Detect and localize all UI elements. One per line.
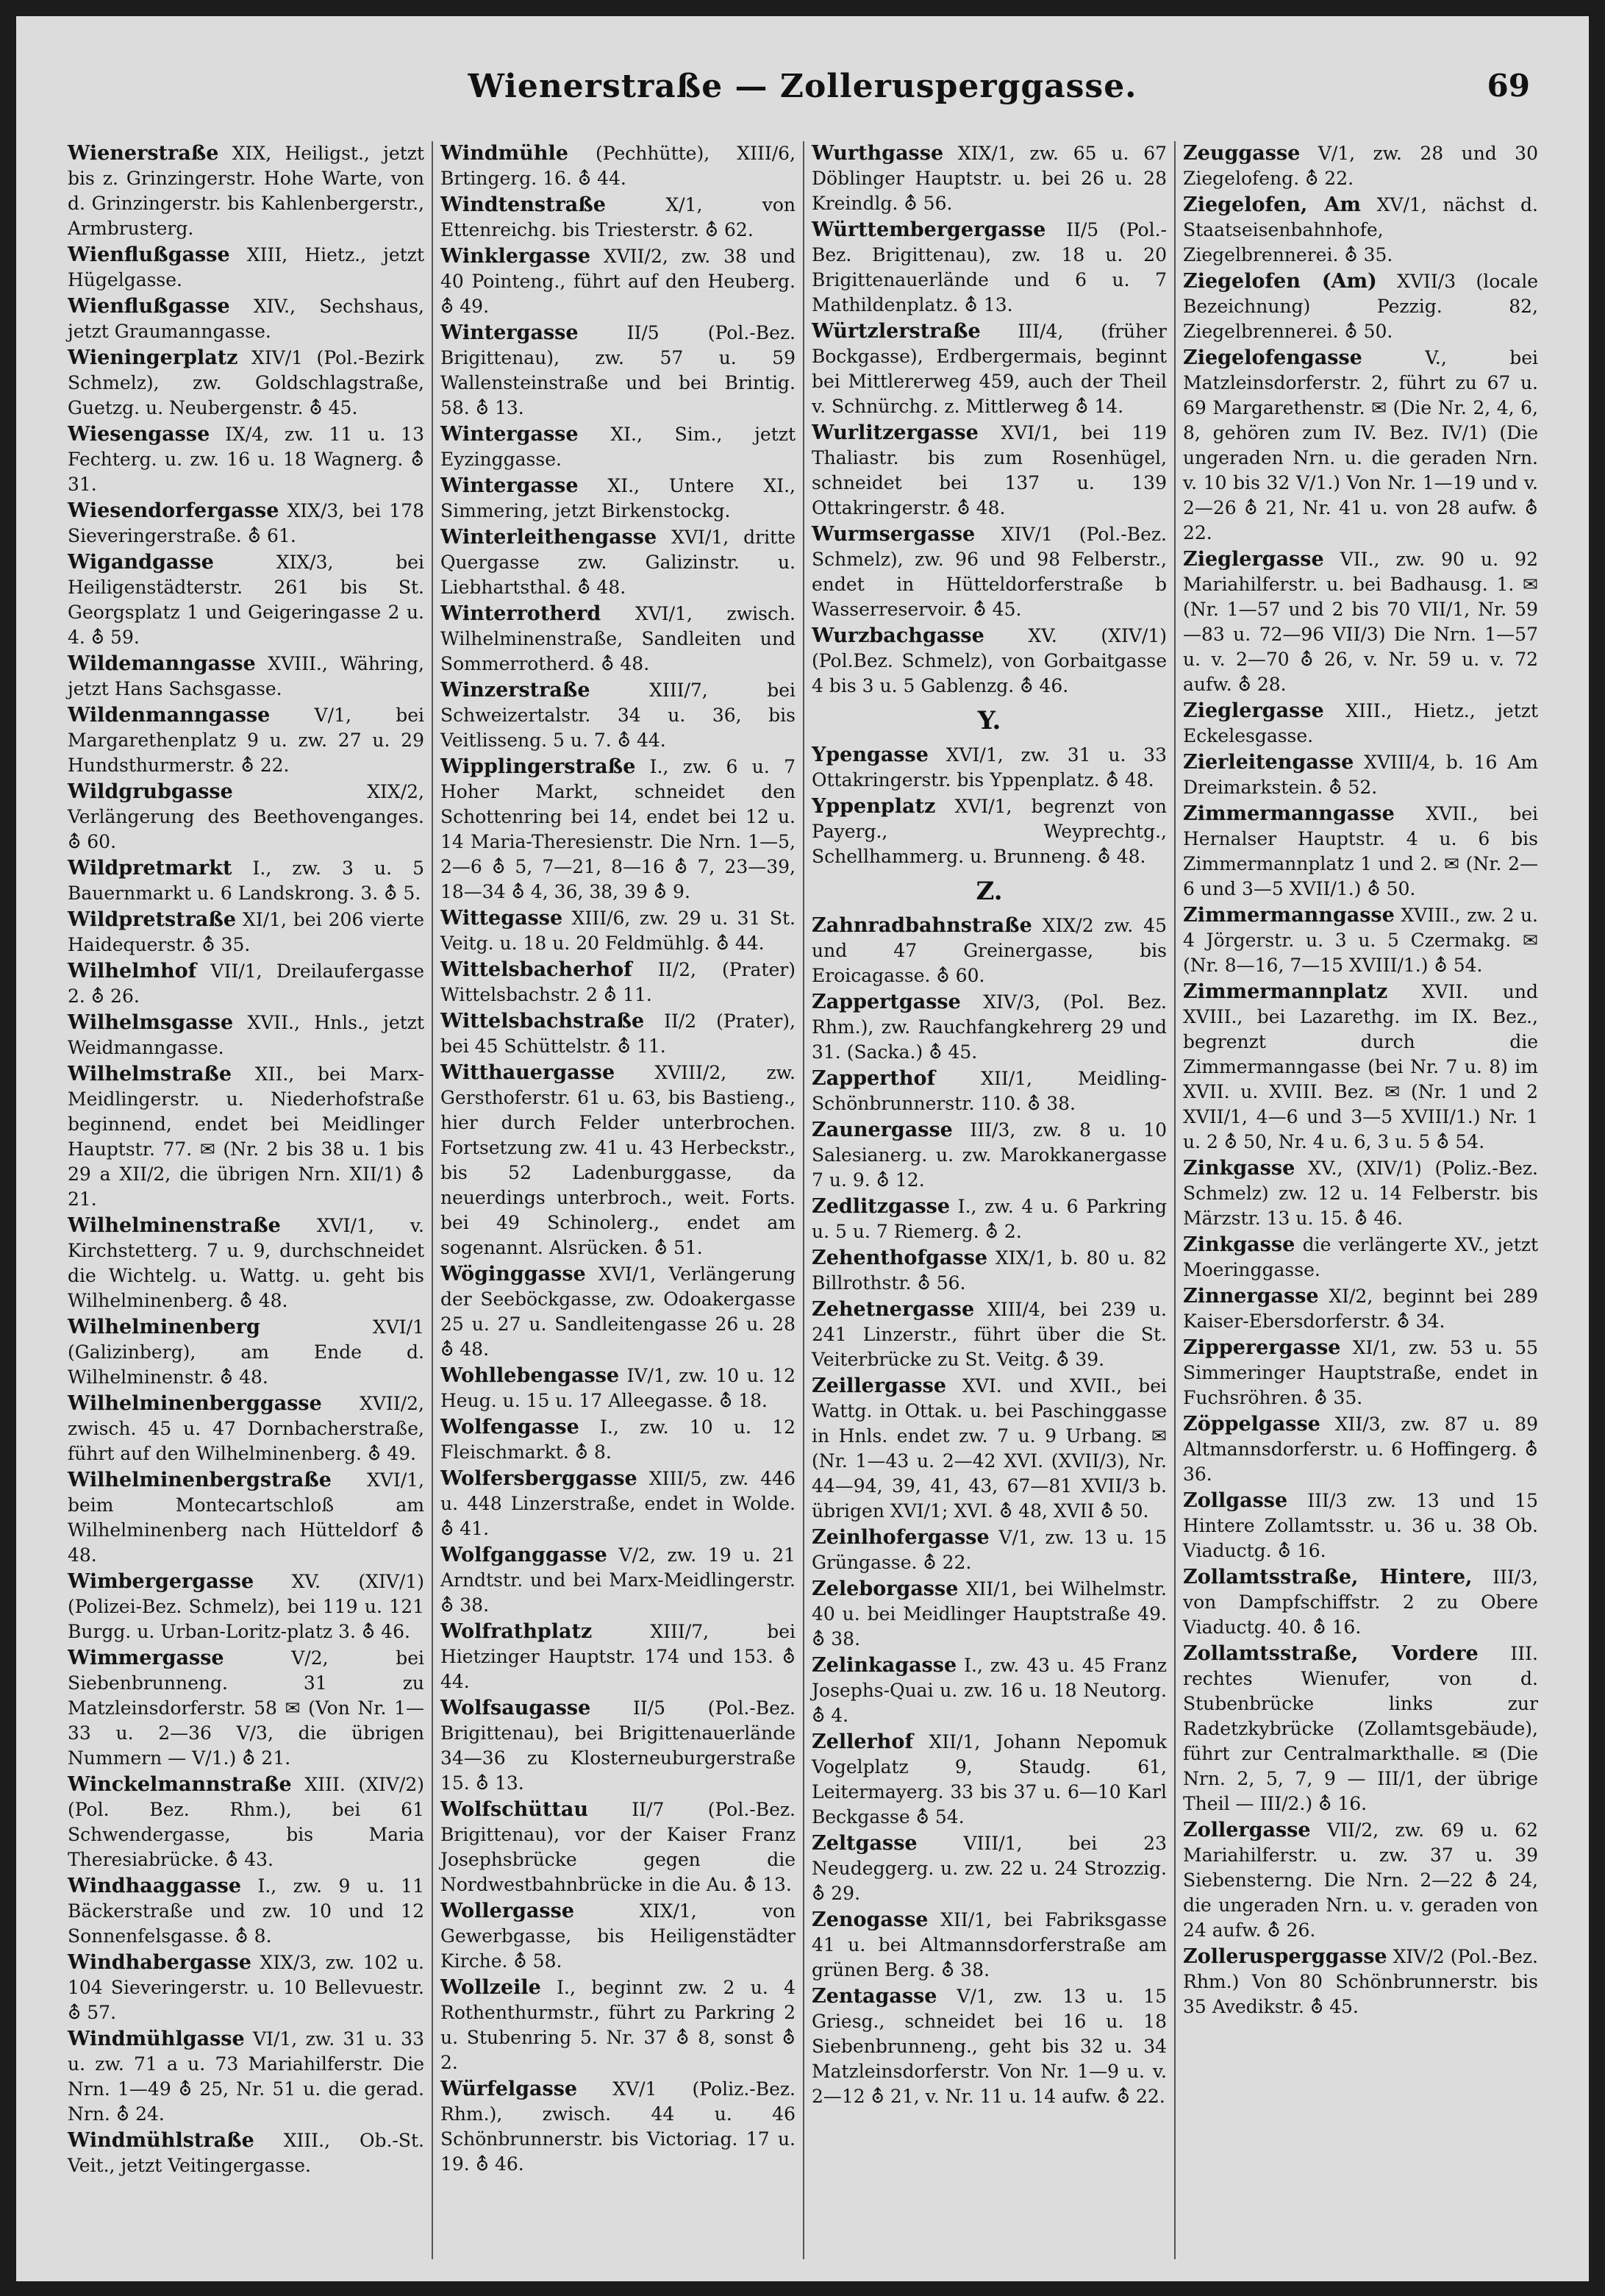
street-description: XVII/3 (locale Bezeichnung) Pezzig. 82, Ziegelbrennerei. ⛢ 50. (1183, 271, 1538, 342)
street-entry (440, 1975, 796, 2075)
street-name: Wilhelminenberggasse (68, 1392, 322, 1415)
street-description: X/1, von Ettenreichg. bis Triesterstr. ⛢ 62. (440, 194, 796, 240)
street-entry (812, 522, 1167, 622)
column-2 (432, 141, 803, 2259)
street-name: Zeuggasse (1183, 142, 1301, 165)
street-name: Wigandgasse (68, 551, 214, 574)
street-name: Ziegelofen, Am (1183, 193, 1361, 216)
street-description: XVIII/2, zw. Gersthoferstr. 61 u. 63, bis Bastieng., hier durch Felder unterbrochen. Fortsetzung zw. 41 u. 43 Herbeckstr., bis 52 Ladenburggasse, da neuerdings unterbroch., weit. Forts. bei 49 Schinolerg., endet am sogenannt. Alsrücken. ⛢ 51. (440, 1062, 796, 1258)
street-description: V/1, zw. 28 und 30 Ziegelofeng. ⛢ 22. (1183, 143, 1538, 189)
street-name: Wurlitzergasse (812, 421, 979, 444)
street-description: II/5 (Pol.-Bez. Brigittenau), zw. 18 u. 20 Brigittenauerlände und 6 u. 7 Mathildenplatz. ⛢ 13. (812, 219, 1167, 315)
street-entry (1183, 1944, 1538, 2019)
street-entry (440, 422, 796, 472)
street-name: Zieglergasse (1183, 548, 1324, 571)
street-name: Winterrotherd (440, 602, 601, 625)
street-entry (812, 913, 1167, 988)
street-description: XIX/3, bei 178 Sieveringerstraße. ⛢ 61. (68, 500, 424, 546)
section-letter: Y. (977, 706, 1001, 735)
page-title: Wienerstraße — Zollerusperggasse. (468, 68, 1137, 105)
street-entry (812, 1525, 1167, 1575)
street-entry (440, 244, 796, 319)
street-entry (1183, 141, 1538, 191)
street-description: XIX/2, Verlängerung des Beethovenganges. ⛢ 60. (68, 781, 424, 852)
street-entry (812, 624, 1167, 699)
street-name: Wipplingerstraße (440, 755, 636, 778)
street-name: Witthauergasse (440, 1061, 615, 1084)
column-4 (1174, 141, 1545, 2259)
street-description: XI., Untere XI., Simmering, jetzt Birkenstockg. (440, 475, 796, 521)
street-entry (440, 1899, 796, 1974)
street-name: Winklergasse (440, 245, 591, 268)
street-name: Zollamtsstraße, Vordere (1183, 1642, 1479, 1665)
street-entry (440, 602, 796, 677)
street-description: XV., (XIV/1) (Poliz.-Bez. Schmelz) zw. 12 u. 14 Felberstr. bis Märzstr. 13 u. 15. ⛢ 46. (1183, 1158, 1538, 1229)
street-name: Wolfganggasse (440, 1544, 607, 1566)
street-entry (440, 321, 796, 421)
street-entry (440, 1009, 796, 1059)
street-entry (440, 1696, 796, 1796)
street-description: XIV/1 (Pol.-Bezirk Schmelz), zw. Goldschlagstraße, Guetzg. u. Neubergenstr. ⛢ 45. (68, 347, 424, 418)
street-description: XIII, Hietz., jetzt Hügelgasse. (68, 244, 424, 290)
street-description: III/4, (früher Bockgasse), Erdbergermais, beginnt bei Mittlererweg 459, auch der Theil v. Schnürchg. z. Mittlerweg ⛢ 14. (812, 321, 1167, 417)
street-entry (68, 294, 424, 344)
street-name: Wurthgasse (812, 142, 944, 165)
street-name: Ziegelofen (Am) (1183, 270, 1377, 293)
street-description: I., zw. 43 u. 45 Franz Josephs-Quai u. zw. 16 u. 18 Neutorg. ⛢ 4. (812, 1655, 1167, 1726)
street-name: Winckelmannstraße (68, 1773, 292, 1796)
street-name: Zehenthofgasse (812, 1247, 988, 1269)
street-name: Windhaaggasse (68, 1875, 242, 1897)
street-description: XIII/7, bei Hietzinger Hauptstr. 174 und 153. ⛢ 44. (440, 1621, 796, 1692)
street-name: Wolfrathplatz (440, 1620, 593, 1643)
street-entry (1183, 980, 1538, 1155)
street-name: Yppenplatz (812, 795, 936, 818)
street-description: XII., bei Marx-Meidlingerstr. u. Niederhofstraße beginnend, endet bei Meidlinger Hauptstr. 77. ✉ (Nr. 2 bis 38 u. 1 bis 29 a XII/2, die übrigen Nrn. XII/1) ⛢ 21. (68, 1063, 424, 1210)
street-name: Zollerusperggasse (1183, 1945, 1387, 1968)
street-description: XI/1, bei 206 vierte Haidequerstr. ⛢ 35. (68, 909, 424, 955)
street-entry (440, 1543, 796, 1618)
street-name: Zaunergasse (812, 1119, 953, 1141)
street-name: Zellerhof (812, 1730, 914, 1753)
street-name: Zeillergasse (812, 1375, 947, 1397)
street-name: Zentagasse (812, 1985, 937, 2008)
street-entry (440, 1363, 796, 1413)
street-description: XII/1, Meidling-Schönbrunnerstr. 110. ⛢ 38. (812, 1068, 1167, 1114)
street-description: III/3 zw. 13 und 15 Hintere Zollamtsstr. u. 36 u. 38 Ob. Viaductg. ⛢ 16. (1183, 1490, 1538, 1561)
street-entry (68, 422, 424, 497)
street-entry (68, 1010, 424, 1060)
street-description: VII/2, zw. 69 u. 62 Mariahilferstr. u. zw. 37 u. 39 Siebensterng. Die Nrn. 2—22 ⛢ 24, die ungeraden Nrn. u. v. geraden von 24 aufw. ⛢ 26. (1183, 1819, 1538, 1941)
street-description: XIX/1, zw. 65 u. 67 Döblinger Hauptstr. u. bei 26 u. 28 Kreindlg. ⛢ 56. (812, 143, 1167, 214)
street-description: V/1, zw. 13 u. 15 Grüngasse. ⛢ 22. (812, 1527, 1167, 1573)
street-description: VIII/1, bei 23 Neudeggerg. u. zw. 22 u. 24 Strozzig. ⛢ 29. (812, 1833, 1167, 1904)
street-entry (440, 678, 796, 753)
street-name: Wolfschüttau (440, 1798, 588, 1821)
street-description: XV. (XIV/1) (Polizei-Bez. Schmelz), bei 119 u. 121 Burgg. u. Urban-Loritz-platz 3. ⛢ 46. (68, 1571, 424, 1642)
street-entry (440, 141, 796, 191)
street-description: XIII/4, bei 239 u. 241 Linzerstr., führt über die St. Veiterbrücke zu St. Veitg. ⛢ 39. (812, 1299, 1167, 1370)
street-name: Zenogasse (812, 1908, 929, 1931)
street-entry (440, 525, 796, 600)
street-description: XIII., Ob.-St. Veit., jetzt Veitingergasse. (68, 2130, 424, 2176)
street-entry (812, 1297, 1167, 1372)
street-entry (68, 1874, 424, 1949)
street-name: Wolfengasse (440, 1416, 579, 1438)
street-name: Wintergasse (440, 321, 579, 344)
street-name: Zimmermanngasse (1183, 802, 1395, 825)
street-description: XII/1, bei Wilhelmstr. 40 u. bei Meidlinger Hauptstraße 49. ⛢ 38. (812, 1578, 1167, 1650)
street-description: XIX/2 zw. 45 und 47 Greinergasse, bis Eroicagasse. ⛢ 60. (812, 915, 1167, 986)
street-name: Zeleborgasse (812, 1577, 959, 1600)
street-entry (1183, 1489, 1538, 1564)
street-name: Wurzbachgasse (812, 624, 984, 647)
street-name: Wintergasse (440, 423, 579, 446)
street-description: XVI/1, dritte Quergasse zw. Galizinstr. u. Liebhartsthal. ⛢ 48. (440, 527, 796, 598)
street-name: Wittegasse (440, 907, 563, 930)
street-name: Zeltgasse (812, 1832, 918, 1855)
street-name: Zinkgasse (1183, 1157, 1295, 1180)
street-name: Wolfersberggasse (440, 1467, 637, 1490)
street-description: XVI/1, Verlängerung der Seeböckgasse, zw. Odoakergasse 25 u. 27 u. Sandleitengasse 26 u. 28 ⛢ 48. (440, 1263, 796, 1360)
street-name: Wimmergasse (68, 1647, 224, 1669)
street-description: XVII/2, zwisch. 45 u. 47 Dornbacherstraße, führt auf den Wilhelminenberg. ⛢ 49. (68, 1393, 424, 1464)
street-description: V/2, bei Siebenbrunneng. 31 zu Matzleinsdorferstr. 58 ✉ (Von Nr. 1—33 u. 2—36 V/3, die übrigen Nummern — V/1.) ⛢ 21. (68, 1647, 424, 1769)
street-name: Wienflußgasse (68, 243, 230, 266)
street-description: XII/1, bei Fabriksgasse 41 u. bei Altmannsdorferstraße am grünen Berg. ⛢ 38. (812, 1909, 1167, 1981)
street-entry (812, 1577, 1167, 1652)
street-entry (440, 1060, 796, 1261)
street-name: Wollergasse (440, 1900, 574, 1922)
street-name: Wilhelmsgasse (68, 1011, 234, 1034)
street-name: Wittelsbachstraße (440, 1010, 645, 1033)
street-description: XIV/3, (Pol. Bez. Rhm.), zw. Rauchfangkehrerg 29 und 31. (Sacka.) ⛢ 45. (812, 991, 1167, 1063)
street-name: Wildemanngasse (68, 652, 256, 675)
street-description: II/5 (Pol.-Bez. Brigittenau), zw. 57 u. 59 Wallensteinstraße und bei Brintig. 58. ⛢ 13. (440, 322, 796, 418)
street-entry (68, 1772, 424, 1872)
street-name: Wimbergergasse (68, 1570, 254, 1593)
street-description: XIX/3, zw. 102 u. 104 Sieveringerstr. u. 10 Bellevuestr. ⛢ 57. (68, 1952, 424, 2023)
street-name: Zappertgasse (812, 991, 961, 1013)
street-entry (68, 141, 424, 241)
column-1 (60, 141, 432, 2259)
street-description: XIII. (XIV/2) (Pol. Bez. Rhm.), bei 61 Schwendergasse, bis Maria Theresiabrücke. ⛢ 43. (68, 1774, 424, 1870)
street-description: IV/1, zw. 10 u. 12 Heug. u. 15 u. 17 Alleegasse. ⛢ 18. (440, 1365, 796, 1411)
street-entry (812, 1984, 1167, 2109)
street-description: VII., zw. 90 u. 92 Mariahilferstr. u. bei Badhausg. 1. ✉ (Nr. 1—57 und 2 bis 70 VII/1, Nr. 59—83 u. 72—96 VII/3) Die Nrn. 1—57 u. v. 2—70 ⛢ 26, v. Nr. 59 u. v. 72 aufw. ⛢ 28. (1183, 549, 1538, 695)
street-description: I., zw. 6 u. 7 Hoher Markt, schneidet den Schottenring bei 14, endet bei 12 u. 14 Maria-Theresienstr. Die Nrn. 1—5, 2—6 ⛢ 5, 7—21, 8—16 ⛢ 7, 23—39, 18—34 ⛢ 4, 36, 38, 39 ⛢ 9. (440, 756, 796, 902)
street-description: XVI/1, beim Montecartschloß am Wilhelminenberg nach Hütteldorf ⛢ 48. (68, 1469, 424, 1566)
street-name: Windmühle (440, 142, 568, 165)
street-entry (440, 755, 796, 905)
street-entry (68, 1062, 424, 1212)
street-name: Wolfsaugasse (440, 1697, 591, 1719)
street-entry (1183, 269, 1538, 344)
street-entry (1183, 1565, 1538, 1640)
street-entry (440, 193, 796, 243)
street-entry (812, 319, 1167, 419)
street-name: Wienerstraße (68, 142, 219, 165)
street-entry (68, 908, 424, 958)
street-entry (1183, 547, 1538, 697)
street-name: Wurmsergasse (812, 523, 976, 546)
street-entry (440, 958, 796, 1008)
street-entry (812, 141, 1167, 216)
street-name: Wintergasse (440, 474, 579, 497)
street-entry (68, 550, 424, 650)
street-name: Winterleithengasse (440, 526, 657, 549)
street-entry (68, 652, 424, 702)
street-description: XVI/1, zw. 31 u. 33 Ottakringerstr. bis Yppenplatz. ⛢ 48. (812, 744, 1167, 791)
street-description: XVI/1 (Galizinberg), am Ende d. Wilhelminenstr. ⛢ 48. (68, 1316, 424, 1388)
street-description: III/3, zw. 8 u. 10 Salesianerg. u. zw. Marokkanergasse 7 u. 9. ⛢ 12. (812, 1119, 1167, 1191)
street-name: Zieglergasse (1183, 699, 1324, 722)
street-name: Windmühlgasse (68, 2028, 245, 2050)
street-name: Wilhelmstraße (68, 1063, 232, 1085)
street-description: XVI/1, bei 119 Thaliastr. bis zum Rosenhügel, schneidet bei 137 u. 139 Ottakringerstr. ⛢ 48. (812, 422, 1167, 518)
street-name: Zinnergasse (1183, 1285, 1319, 1308)
street-entry (68, 1213, 424, 1313)
street-entry (1183, 750, 1538, 800)
street-name: Wiesendorfergasse (68, 499, 279, 522)
street-name: Wilhelminenbergstraße (68, 1469, 332, 1491)
street-entry (812, 1374, 1167, 1524)
street-description: XII/1, Johann Nepomuk Vogelplatz 9, Staudg. 61, Leitermayerg. 33 bis 37 u. 6—10 Karl Beckgasse ⛢ 54. (812, 1731, 1167, 1828)
street-name: Winzerstraße (440, 679, 590, 702)
street-entry (68, 1950, 424, 2025)
street-description: V/1, bei Margarethenplatz 9 u. zw. 27 u. 29 Hundsthurmerstr. ⛢ 22. (68, 705, 424, 776)
street-description: XVII., bei Hernalser Hauptstr. 4 u. 6 bis Zimmermannplatz 1 und 2. ✉ (Nr. 2—6 und 3—5 XVII/1.) ⛢ 50. (1183, 803, 1538, 899)
street-name: Wienflußgasse (68, 295, 230, 318)
street-name: Wohllebengasse (440, 1364, 620, 1387)
street-entry (440, 906, 796, 956)
directory-page (16, 16, 1589, 2281)
street-entry (68, 1391, 424, 1466)
street-entry (812, 1908, 1167, 1983)
street-entry (440, 1466, 796, 1541)
street-entry (812, 990, 1167, 1065)
street-description: (Pechhütte), XIII/6, Brtingerg. 16. ⛢ 44. (440, 143, 796, 189)
street-name: Zimmermannplatz (1183, 980, 1388, 1003)
street-name: Würtzlerstraße (812, 320, 981, 343)
street-entry (1183, 1641, 1538, 1817)
section-letter: Z. (976, 877, 1003, 906)
street-description: V., bei Matzleinsdorferstr. 2, führt zu 67 u. 69 Margarethenstr. ✉ (Die Nr. 2, 4, 6, 8, gehören zum IV. Bez. IV/1) (Die ungeraden Nrn. u. die geraden Nrn. v. 10 bis 32 V/1.) Von Nr. 1—19 und v. 2—26 ⛢ 21, Nr. 41 u. von 28 aufw. ⛢ 22. (1183, 347, 1538, 543)
street-name: Wöginggasse (440, 1263, 586, 1286)
street-description: III. rechtes Wienufer, von d. Stubenbrücke links zur Radetzkybrücke (Zollamtsgebäude), führt zur Centralmarkthalle. ✉ (Die Nrn. 2, 5, 7, 9 — III/1, der übrige Theil — III/2.) ⛢ 16. (1183, 1643, 1538, 1814)
street-name: Wildpretstraße (68, 908, 237, 931)
street-entry (1183, 1233, 1538, 1283)
street-entry (1183, 1412, 1538, 1487)
street-description: VII/1, Dreilaufergasse 2. ⛢ 26. (68, 960, 424, 1007)
street-description: XIV/1 (Pol.-Bez. Schmelz), zw. 96 und 98 Felberstr., endet in Hütteldorferstraße b Wasserreservoir. ⛢ 45. (812, 524, 1167, 620)
street-entry (812, 1118, 1167, 1193)
street-entry (1183, 1284, 1538, 1334)
street-description: VI/1, zw. 31 u. 33 u. zw. 71 a u. 73 Mariahilferstr. Die Nrn. 1—49 ⛢ 25, Nr. 51 u. die gerad. Nrn. ⛢ 24. (68, 2028, 424, 2125)
street-entry (68, 2128, 424, 2178)
street-name: Zedlitzgasse (812, 1195, 951, 1218)
street-entry (68, 2027, 424, 2127)
street-description: I., zw. 3 u. 5 Bauernmarkt u. 6 Landskrong. 3. ⛢ 5. (68, 858, 424, 904)
street-name: Zollgasse (1183, 1489, 1288, 1512)
street-description: XIII/5, zw. 446 u. 448 Linzerstraße, endet in Wolde. ⛢ 41. (440, 1468, 796, 1539)
street-description: XIX/1, von Gewerbgasse, bis Heiligenstädter Kirche. ⛢ 58. (440, 1900, 796, 1972)
street-description: XVII. und XVIII., bei Lazarethg. im IX. Bez., begrenzt durch die Zimmermanngasse (bei Nr. 7 u. 8) im XVII. u. XVIII. Bez. ✉ (Nr. 1 und 2 XVII/1, 4—6 und 3—5 XVIII/1.) Nr. 1 u. 2 ⛢ 50, Nr. 4 u. 6, 3 u. 5 ⛢ 54. (1183, 981, 1538, 1152)
street-name: Zinkgasse (1183, 1233, 1295, 1256)
street-description: XIII., Hietz., jetzt Eckelesgasse. (1183, 700, 1538, 746)
street-description: II/2 (Prater), bei 45 Schüttelstr. ⛢ 11. (440, 1010, 796, 1057)
street-entry (68, 780, 424, 855)
street-name: Wiesengasse (68, 423, 210, 446)
street-description: XVIII., zw. 2 u. 4 Jörgerstr. u. 3 u. 5 Czermakg. ✉ (Nr. 8—16, 7—15 XVIII/1.) ⛢ 54. (1183, 905, 1538, 976)
street-entry (1183, 699, 1538, 749)
street-name: Zelinkagasse (812, 1654, 957, 1677)
street-description: V/1, zw. 13 u. 15 Griesg., schneidet bei 16 u. 18 Siebenbrunneng., geht bis 32 u. 34 Matzleinsdorferstr. Von Nr. 1—9 u. v. 2—12 ⛢ 21, v. Nr. 11 u. 14 aufw. ⛢ 22. (812, 1986, 1167, 2107)
street-name: Wildenmanngasse (68, 704, 271, 727)
street-entry (440, 1619, 796, 1694)
street-description: XIV., Sechshaus, jetzt Graumanngasse. (68, 296, 424, 342)
street-description: die verlängerte XV., jetzt Moeringgasse. (1183, 1234, 1538, 1280)
street-description: IX/4, zw. 11 u. 13 Fechterg. u. zw. 16 u. 18 Wagnerg. ⛢ 31. (68, 424, 424, 495)
street-description: I., zw. 9 u. 11 Bäckerstraße und zw. 10 und 12 Sonnenfelsgasse. ⛢ 8. (68, 1875, 424, 1947)
column-3 (803, 141, 1174, 2259)
street-name: Windhabergasse (68, 1951, 251, 1974)
street-name: Zollamtsstraße, Hintere, (1183, 1566, 1473, 1589)
street-description: XVI/1, begrenzt von Payerg., Weyprechtg., Schellhammerg. u. Brunneng. ⛢ 48. (812, 796, 1167, 867)
street-entry (812, 743, 1167, 793)
street-entry (812, 1730, 1167, 1830)
street-name: Zöppelgasse (1183, 1413, 1320, 1436)
street-entry (440, 1262, 796, 1362)
street-description: XVIII/4, b. 16 Am Dreimarkstein. ⛢ 52. (1183, 752, 1538, 798)
street-name: Württembergergasse (812, 218, 1046, 241)
street-description: XIX, Heiligst., jetzt bis z. Grinzingerstr. Hohe Warte, von d. Grinzingerstr. bis Kahlenbergerstr., Armbrusterg. (68, 143, 424, 239)
street-description: XI., Sim., jetzt Eyzinggasse. (440, 424, 796, 470)
street-entry (812, 1194, 1167, 1244)
street-name: Wittelsbacherhof (440, 958, 632, 981)
street-description: XIII/7, bei Schweizertalstr. 34 u. 36, bis Veitlisseng. 5 u. 7. ⛢ 44. (440, 680, 796, 751)
street-name: Zierleitengasse (1183, 751, 1354, 774)
street-entry (1183, 802, 1538, 902)
street-name: Wilhelminenberg (68, 1316, 260, 1338)
street-entry (68, 1569, 424, 1644)
street-entry (440, 474, 796, 524)
street-name: Wildgrubgasse (68, 780, 233, 803)
street-description: I., zw. 10 u. 12 Fleischmarkt. ⛢ 8. (440, 1416, 796, 1463)
street-description: XVIII., Währing, jetzt Hans Sachsgasse. (68, 653, 424, 699)
street-description: XIII/6, zw. 29 u. 31 St. Veitg. u. 18 u. 20 Feldmühlg. ⛢ 44. (440, 908, 796, 954)
street-entry (812, 1831, 1167, 1906)
street-entry (812, 1653, 1167, 1728)
street-entry (1183, 193, 1538, 268)
street-entry (1183, 1156, 1538, 1231)
street-name: Windtenstraße (440, 193, 606, 216)
street-name: Zapperthof (812, 1067, 936, 1090)
street-name: Würfelgasse (440, 2078, 578, 2100)
street-description: XIX/3, bei Heiligenstädterstr. 261 bis St. Georgsplatz 1 und Geigeringasse 2 u. 4. ⛢ 59. (68, 552, 424, 648)
street-description: XVII., Hnls., jetzt Weidmanngasse. (68, 1012, 424, 1058)
street-entry (1183, 903, 1538, 978)
street-description: XV. (XIV/1) (Pol.Bez. Schmelz), von Gorbaitgasse 4 bis 3 u. 5 Gablenzg. ⛢ 46. (812, 625, 1167, 696)
street-description: XVI/1, v. Kirchstetterg. 7 u. 9, durchschneidet die Wichtelg. u. Wattg. u. geht bis Wilhelminenberg. ⛢ 48. (68, 1215, 424, 1311)
street-name: Ziegelofengasse (1183, 346, 1362, 369)
street-name: Wilhelmhof (68, 960, 197, 983)
street-entry (812, 218, 1167, 318)
street-name: Zeinlhofergasse (812, 1526, 990, 1549)
street-name: Wieningerplatz (68, 346, 238, 369)
street-entry (68, 499, 424, 549)
street-entry (812, 421, 1167, 521)
street-entry (68, 959, 424, 1009)
street-description: XV/1, nächst d. Staatseisenbahnhofe, Ziegelbrennerei. ⛢ 35. (1183, 194, 1538, 265)
street-entry (68, 346, 424, 421)
street-name: Zimmermanngasse (1183, 904, 1395, 927)
street-entry (1183, 1818, 1538, 1943)
street-entry (68, 1315, 424, 1390)
street-description: XVI/1, zwisch. Wilhelminenstraße, Sandleiten und Sommerrotherd. ⛢ 48. (440, 603, 796, 674)
street-description: I., beginnt zw. 2 u. 4 Rothenthurmstr., führt zu Parkring 2 u. Stubenring 5. Nr. 37 ⛢ 8, sonst ⛢ 2. (440, 1977, 796, 2073)
street-name: Zollergasse (1183, 1819, 1311, 1842)
street-entry (68, 243, 424, 293)
street-entry (812, 794, 1167, 869)
street-description: II/2, (Prater) Wittelsbachstr. 2 ⛢ 11. (440, 959, 796, 1005)
street-name: Wilhelminenstraße (68, 1214, 281, 1237)
street-entry (440, 1797, 796, 1897)
street-description: XVII/2, zw. 38 und 40 Pointeng., führt auf den Heuberg. ⛢ 49. (440, 246, 796, 317)
page-header (16, 68, 1589, 126)
page-number: 69 (1487, 68, 1530, 104)
street-entry (812, 1246, 1167, 1296)
street-columns (60, 141, 1545, 2259)
street-name: Zahnradbahnstraße (812, 914, 1032, 937)
street-name: Windmühlstraße (68, 2129, 254, 2152)
street-description: V/2, zw. 19 u. 21 Arndtstr. und bei Marx-Meidlingerstr. ⛢ 38. (440, 1544, 796, 1616)
street-name: Ypengasse (812, 744, 929, 766)
street-entry (440, 1415, 796, 1465)
street-description: XIV/2 (Pol.-Bez. Rhm.) Von 80 Schönbrunnerstr. bis 35 Avedikstr. ⛢ 45. (1183, 1946, 1538, 2017)
street-description: I., zw. 4 u. 6 Parkring u. 5 u. 7 Riemerg. ⛢ 2. (812, 1196, 1167, 1242)
street-entry (812, 1066, 1167, 1116)
street-entry (68, 856, 424, 906)
street-description: II/5 (Pol.-Bez. Brigittenau), bei Brigittenauerlände 34—36 zu Klosterneuburgerstraße 15. ⛢ 13. (440, 1697, 796, 1794)
street-description: XI/2, beginnt bei 289 Kaiser-Ebersdorferstr. ⛢ 34. (1183, 1286, 1538, 1332)
street-name: Zipperergasse (1183, 1336, 1341, 1359)
street-description: XV/1 (Poliz.-Bez. Rhm.), zwisch. 44 u. 46 Schönbrunnerstr. bis Victoriag. 17 u. 19. ⛢ 46. (440, 2078, 796, 2175)
street-description: XVI. und XVII., bei Wattg. in Ottak. u. bei Paschinggasse in Hnls. endet zw. 7 u. 9 Urbang. ✉ (Nr. 1—43 u. 2—42 XVI. (XVII/3), Nr. 44—94, 39, 41, 43, 67—81 XVII/3 b. übrigen XVI/1; XVI. ⛢ 48, XVII ⛢ 50. (812, 1375, 1167, 1522)
street-entry (68, 1646, 424, 1771)
street-name: Wildpretmarkt (68, 857, 232, 880)
street-entry (68, 703, 424, 778)
street-description: XIX/1, b. 80 u. 82 Billrothstr. ⛢ 56. (812, 1247, 1167, 1294)
street-name: Zehetnergasse (812, 1298, 975, 1321)
street-entry (440, 2077, 796, 2177)
street-description: III/3, von Dampfschiffstr. 2 zu Obere Viaductg. 40. ⛢ 16. (1183, 1566, 1538, 1638)
street-entry (1183, 346, 1538, 546)
street-name: Wollzeile (440, 1976, 541, 1999)
street-description: II/7 (Pol.-Bez. Brigittenau), vor der Kaiser Franz Josephsbrücke gegen die Nordwestbahnbrücke in die Au. ⛢ 13. (440, 1799, 796, 1895)
street-description: XII/3, zw. 87 u. 89 Altmannsdorferstr. u. 6 Hoffingerg. ⛢ 36. (1183, 1413, 1538, 1485)
street-entry (1183, 1336, 1538, 1411)
street-entry (68, 1468, 424, 1568)
street-description: XI/1, zw. 53 u. 55 Simmeringer Hauptstraße, endet in Fuchsröhren. ⛢ 35. (1183, 1337, 1538, 1408)
